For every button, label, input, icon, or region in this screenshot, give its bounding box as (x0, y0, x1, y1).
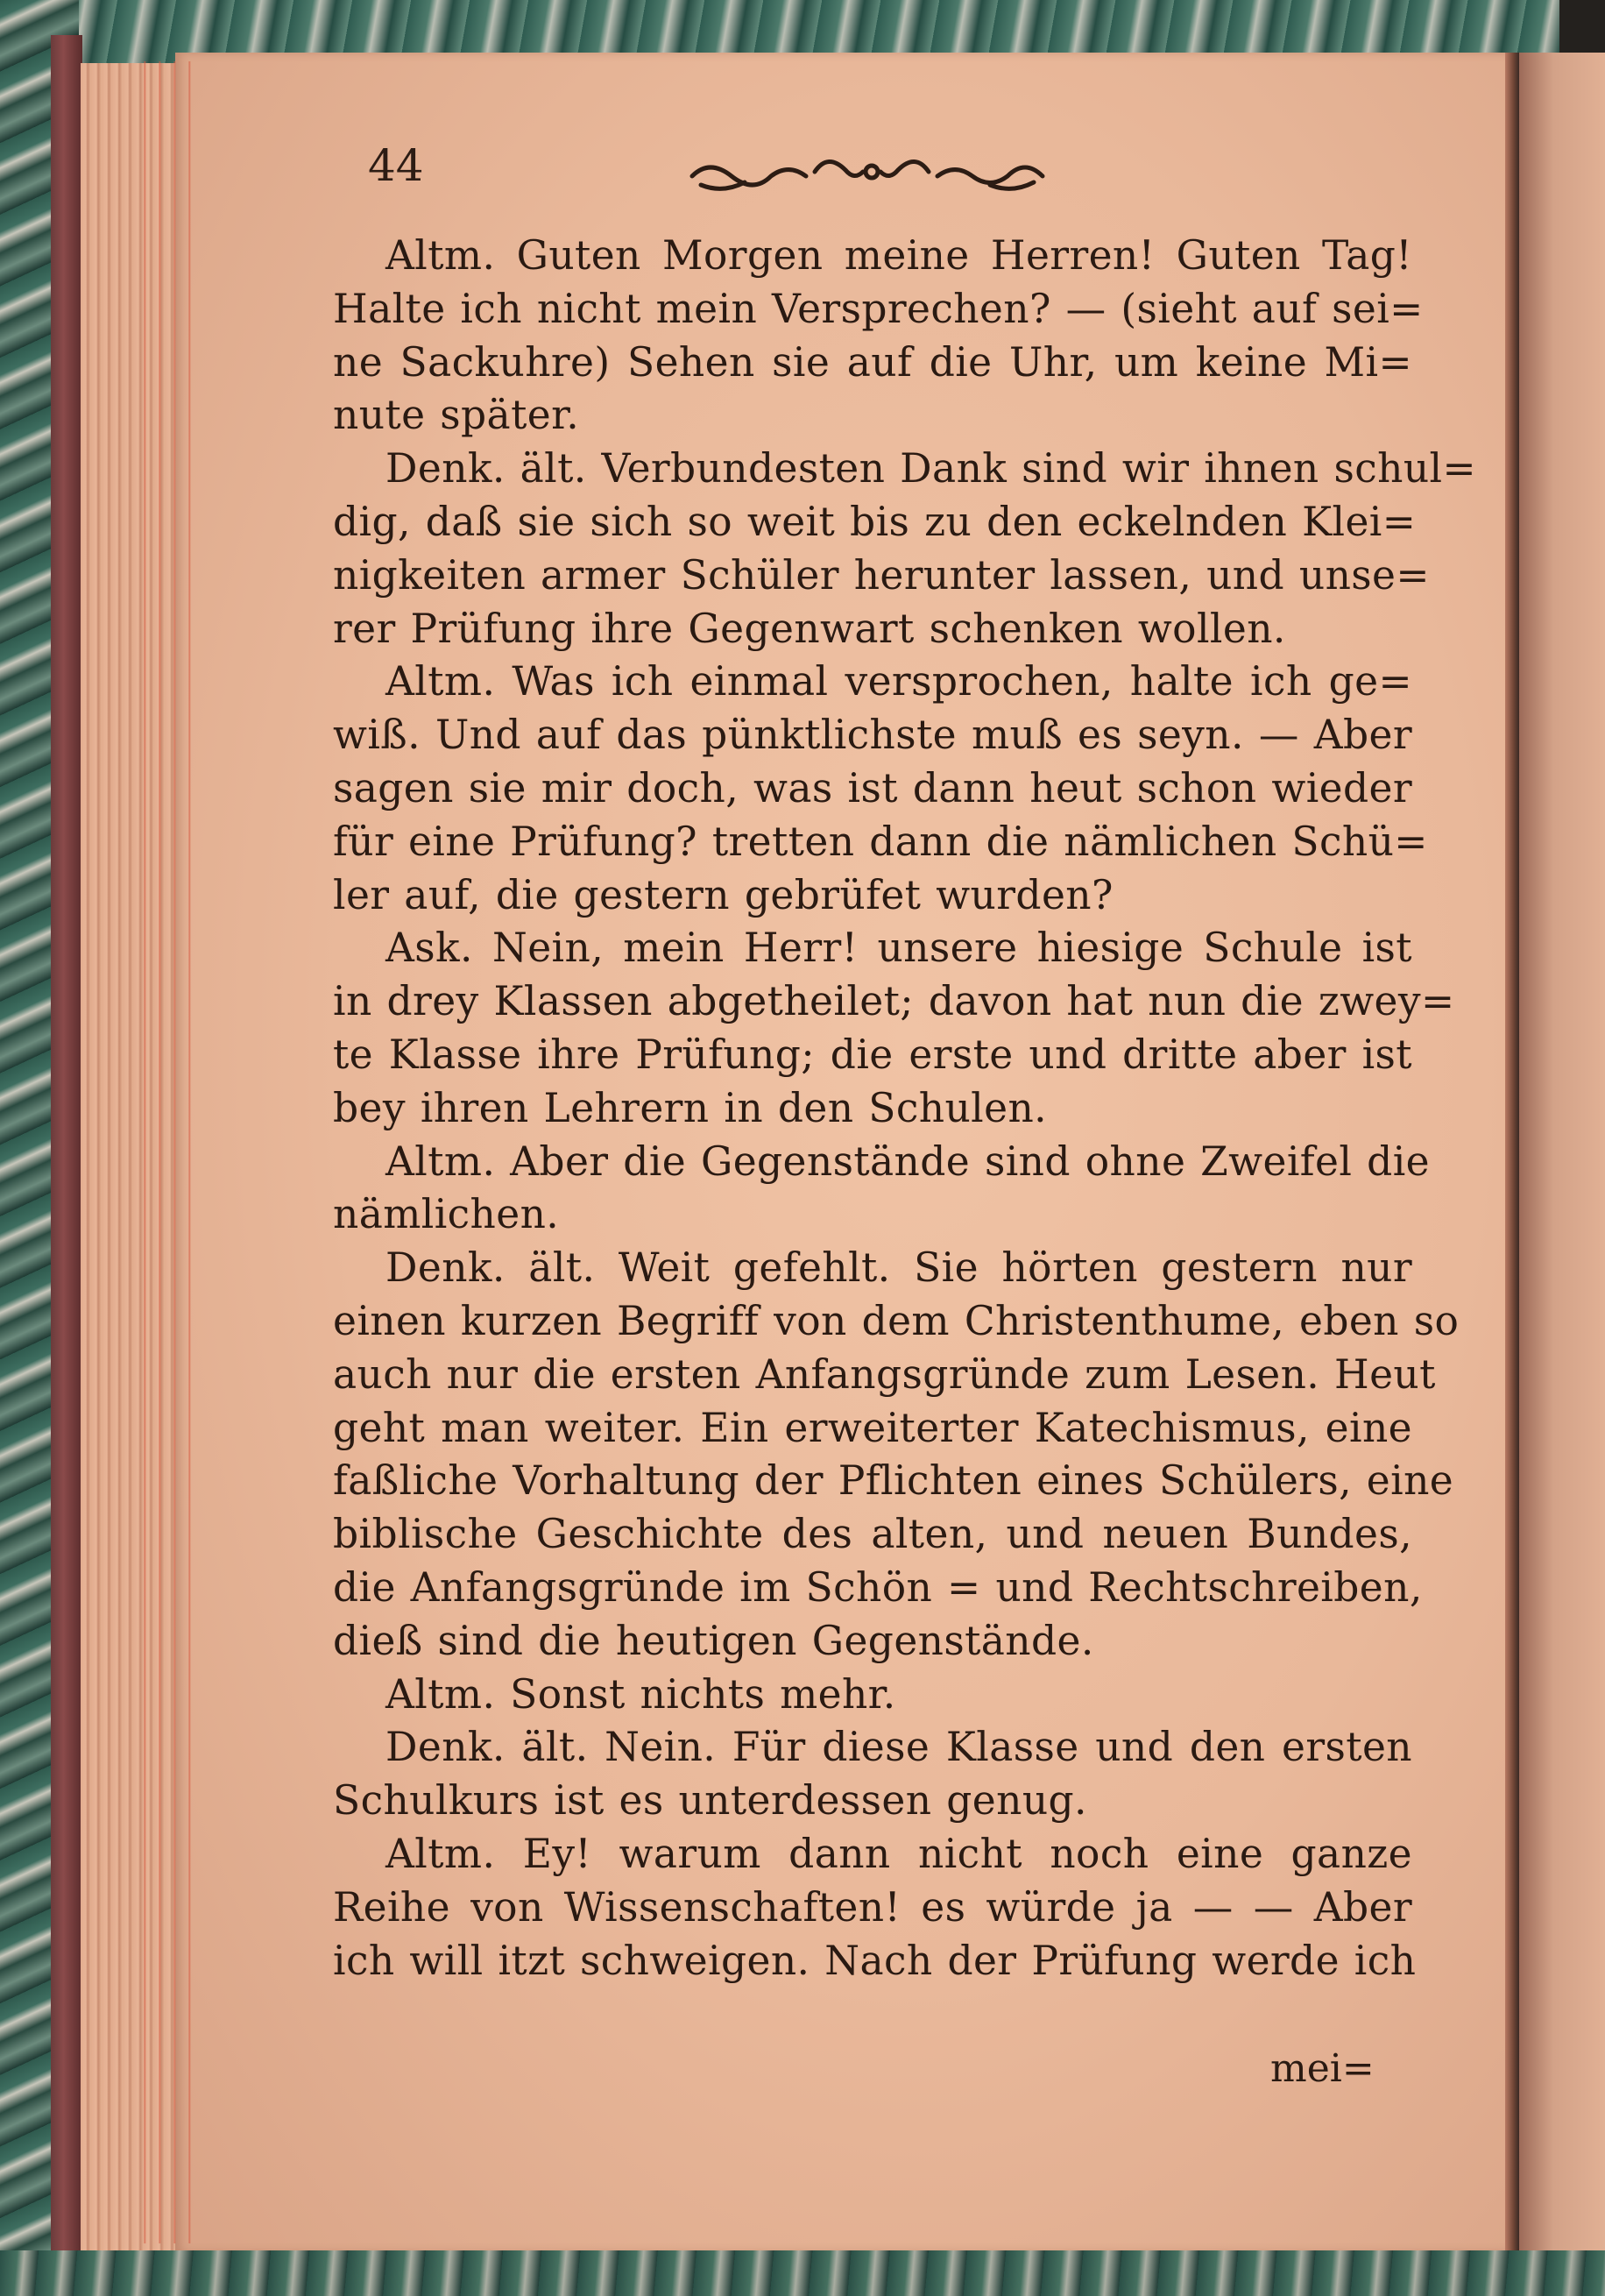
red-page-edge-lines (131, 61, 202, 2243)
book-gutter (1505, 53, 1519, 2252)
text-line: biblische Geschichte des alten, und neuen Bundes, (333, 1511, 1412, 1558)
page-header (368, 140, 1069, 210)
text-line: Altm. Guten Morgen meine Herren! Guten Tag! (385, 232, 1412, 279)
text-line: Denk. ält. Verbundesten Dank sind wir ihnen schul= (385, 445, 1476, 493)
text-line: Altm. Was ich einmal versprochen, halte ich ge= (385, 658, 1412, 705)
text-line: Schulkurs ist es unterdessen genug. (333, 1777, 1087, 1825)
decorative-flourish-icon (683, 145, 1051, 198)
text-line: ne Sackuhre) Sehen sie auf die Uhr, um keine Mi= (333, 338, 1412, 386)
facing-page-edge (1519, 53, 1605, 2252)
text-line: Ask. Nein, mein Herr! unsere hiesige Schule ist (385, 925, 1412, 972)
text-line: bey ihren Lehrern in den Schulen. (333, 1084, 1048, 1131)
cover-binding-edge (51, 35, 82, 2278)
text-line: Altm. Ey! warum dann nicht noch eine ganze (385, 1830, 1412, 1877)
text-line: Altm. Sonst nichts mehr. (385, 1670, 896, 1718)
text-line: nute später. (333, 392, 580, 439)
text-line: in drey Klassen abgetheilet; davon hat nun die zwey= (333, 978, 1455, 1025)
text-line: Reihe von Wissenschaften! es würde ja — — Aber (333, 1883, 1412, 1931)
text-line: Halte ich nicht mein Versprechen? — (sieht auf sei= (333, 285, 1424, 332)
text-line: Altm. Aber die Gegenstände sind ohne Zweifel die (385, 1137, 1430, 1185)
text-line: dieß sind die heutigen Gegenstände. (333, 1617, 1094, 1664)
page-body-text (333, 230, 1476, 1988)
text-line: dig, daß sie sich so weit bis zu den eckelnden Klei= (333, 498, 1417, 545)
text-line: ich will itzt schweigen. Nach der Prüfung werde ich (333, 1937, 1417, 1984)
text-line: für eine Prüfung? tretten dann die nämlichen Schü= (333, 818, 1428, 865)
text-line: einen kurzen Begriff von dem Christenthume, eben so (333, 1297, 1460, 1344)
text-line: die Anfangsgründe im Schön = und Rechtschreiben, (333, 1563, 1423, 1611)
text-line: geht man weiter. Ein erweiterter Katechismus, eine (333, 1404, 1412, 1451)
catchword: mei= (1270, 2046, 1375, 2091)
text-line: rer Prüfung ihre Gegenwart schenken wollen. (333, 605, 1286, 652)
text-line: nämlichen. (333, 1191, 560, 1238)
text-line: Denk. ält. Nein. Für diese Klasse und den ersten (385, 1724, 1412, 1771)
text-line: Denk. ält. Weit gefehlt. Sie hörten gestern nur (385, 1244, 1412, 1292)
text-line: nigkeiten armer Schüler herunter lassen, und unse= (333, 551, 1430, 599)
page-number: 44 (368, 140, 424, 191)
text-line: faßliche Vorhaltung der Pflichten eines Schülers, eine (333, 1457, 1454, 1505)
text-line: sagen sie mir doch, was ist dann heut schon wieder (333, 764, 1412, 811)
text-line: auch nur die ersten Anfangsgründe zum Lesen. Heut (333, 1350, 1436, 1398)
text-line: ler auf, die gestern gebrüfet wurden? (333, 871, 1114, 918)
text-line: te Klasse ihre Prüfung; die erste und dritte aber ist (333, 1031, 1412, 1078)
marbled-cover-bottom (0, 2250, 1605, 2296)
text-line: wiß. Und auf das pünktlichste muß es seyn. — Aber (333, 712, 1412, 759)
